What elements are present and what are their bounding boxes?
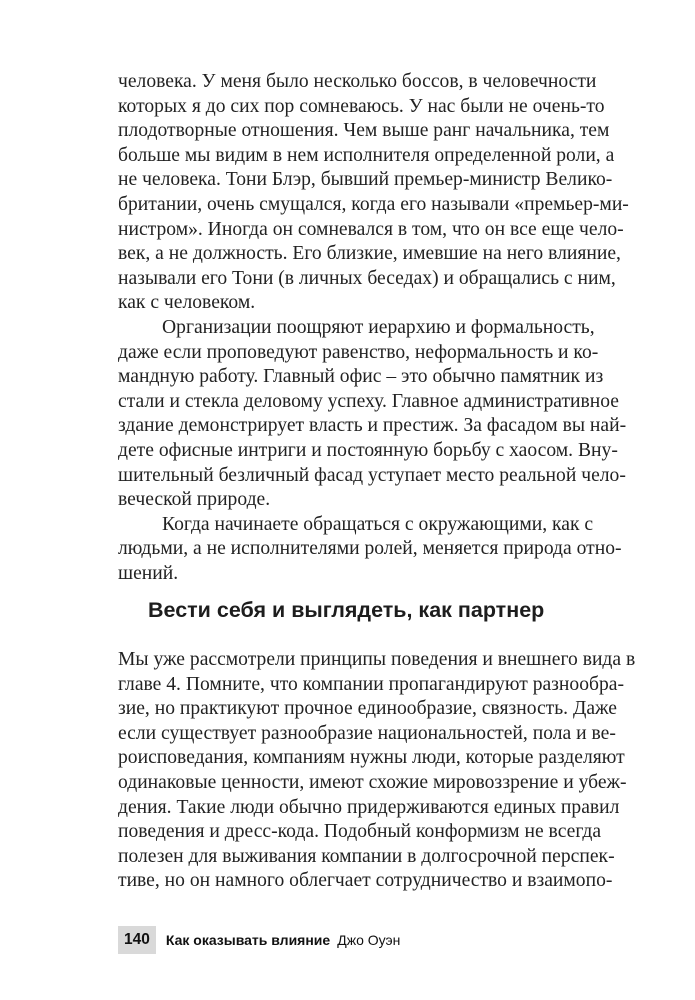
text-line: называли его Тони (в личных беседах) и обращались с ним,: [118, 267, 616, 289]
text-line: одинаковые ценности, имеют схожие мировоззрение и убеж-: [118, 771, 627, 793]
text-line: дения. Такие люди обычно придерживаются единых правил: [118, 796, 620, 818]
text-line: зие, но практикуют прочное единообразие, связность. Даже: [118, 698, 618, 720]
body-text-bottom: [118, 648, 636, 894]
text-line: стали и стекла деловому успеху. Главное административное: [118, 390, 619, 412]
text-line: человека. У меня было несколько боссов, в человечности: [118, 71, 597, 92]
body-text-top: [118, 70, 629, 586]
text-line: Мы уже рассмотрели принципы поведения и внешнего вида в: [118, 649, 636, 670]
text-line: дете офисные интриги и постоянную борьбу с хаосом. Вну-: [118, 439, 618, 461]
text-line: людьми, а не исполнителями ролей, меняется природа отно-: [118, 538, 622, 560]
text-line: главе 4. Помните, что компании пропагандируют разнообра-: [118, 673, 624, 695]
text-line: шительный безличный фасад уступает место реальной чело-: [118, 464, 626, 486]
text-line: здание демонстрирует власть и престиж. За фасадом вы най-: [118, 415, 627, 437]
text-line: поведения и дресс-кода. Подобный конформизм не всегда: [118, 821, 602, 843]
text-line: не человека. Тони Блэр, бывший премьер-министр Велико-: [118, 169, 613, 191]
text-line: британии, очень смущался, когда его называли «премьер-ми-: [118, 193, 629, 215]
text-line: шений.: [118, 562, 179, 584]
text-line: тиве, но он намного облегчает сотрудничество и взаимопо-: [118, 870, 613, 892]
text-line: Организации поощряют иерархию и формальность,: [162, 316, 595, 338]
text-line: полезен для выживания компании в долгосрочной перспек-: [118, 845, 615, 867]
text-line: Когда начинаете обращаться с окружающими, как с: [162, 513, 594, 535]
text-line: как с человеком.: [118, 292, 256, 314]
text-line: даже если проповедуют равенство, неформальность и ко-: [118, 341, 599, 363]
text-line: роисповедания, компаниям нужны люди, которые разделяют: [118, 747, 625, 769]
text-line: если существует разнообразие национальностей, пола и ве-: [118, 722, 616, 744]
text-line: которых я до сих пор сомневаюсь. У нас были не очень-то: [118, 95, 605, 117]
book-title: Как оказывать влияние: [165, 932, 331, 948]
text-line: нистром». Иногда он сомневался в том, что он все еще чело-: [118, 218, 624, 240]
text-line: веческой природе.: [118, 489, 271, 511]
text-line: век, а не должность. Его близкие, имевшие на него влияние,: [118, 243, 621, 265]
text-line: плодотворные отношения. Чем выше ранг начальника, тем: [118, 120, 610, 142]
section-heading: Вести себя и выглядеть, как партнер: [148, 598, 545, 622]
text-line: мандную работу. Главный офис – это обычно памятник из: [118, 366, 604, 388]
page-number: 140: [118, 926, 156, 954]
text-line: больше мы видим в нем исполнителя определенной роли, а: [118, 144, 615, 166]
book-author: Джо Оуэн: [337, 932, 401, 948]
page-footer: [118, 925, 400, 955]
